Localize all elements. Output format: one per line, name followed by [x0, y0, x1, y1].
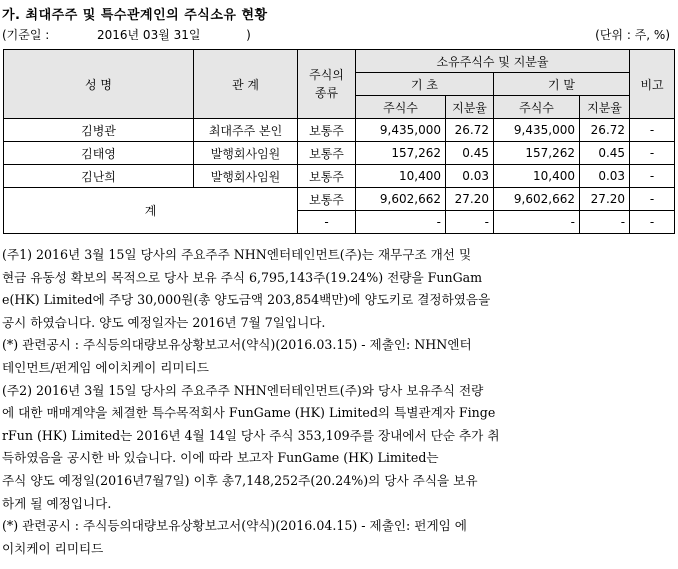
cell-type: 보통주	[298, 119, 356, 142]
header-row-1	[4, 50, 675, 73]
total-begin-ratio: 27.20	[446, 188, 494, 211]
header-begin-shares: 주식수	[356, 96, 446, 119]
note-line: (*) 관련공시 : 주식등의대량보유상황보고서(약식)(2016.04.15) - 제출인: 펀게임 에	[2, 518, 467, 534]
note-line: (주2) 2016년 3월 15일 당사의 주요주주 NHN엔터테인먼트(주)와 당사 보유주식 전량	[2, 382, 484, 398]
total-row	[4, 188, 675, 211]
total-end-shares: 9,602,662	[494, 188, 580, 211]
cell-end-shares: 157,262	[494, 142, 580, 165]
cell-end-ratio: 0.45	[580, 142, 630, 165]
cell-type: 보통주	[298, 142, 356, 165]
header-begin-ratio: 지분율	[446, 96, 494, 119]
table-row	[4, 142, 675, 165]
cell-type: 보통주	[298, 165, 356, 188]
base-date-label: (기준일 :	[2, 28, 50, 42]
note-line: rFun (HK) Limited는 2016년 4월 14일 당사 주식 353,109주를 장내에서 단순 추가 취	[2, 427, 500, 443]
header-name: 성 명	[4, 50, 194, 119]
note-line: 현금 유동성 확보의 목적으로 당사 보유 주식 6,795,143주(19.24%) 전량을 FunGam	[2, 269, 483, 285]
cell-name: 김태영	[4, 142, 194, 165]
cell-remark: -	[630, 142, 675, 165]
shareholding-table	[3, 49, 675, 234]
total-remark: -	[630, 188, 675, 211]
section-title: 가. 최대주주 및 특수관계인의 주식소유 현황	[2, 8, 268, 23]
table-row	[4, 119, 675, 142]
note-line: (*) 관련공시 : 주식등의대량보유상황보고서(약식)(2016.03.15) - 제출인: NHN엔터	[2, 337, 472, 353]
total-begin-shares: 9,602,662	[356, 188, 446, 211]
cell-end-ratio: 0.03	[580, 165, 630, 188]
total-label: 계	[4, 188, 298, 234]
total-type: -	[298, 211, 356, 234]
total-type: 보통주	[298, 188, 356, 211]
header-end-shares: 주식수	[494, 96, 580, 119]
cell-relation: 발행회사임원	[194, 165, 298, 188]
header-remarks: 비고	[630, 50, 675, 119]
cell-end-shares: 10,400	[494, 165, 580, 188]
note-line: 공시 하였습니다. 양도 예정일자는 2016년 7월 7일입니다.	[2, 314, 326, 330]
cell-name: 김병관	[4, 119, 194, 142]
header-stock-type: 주식의 종류	[298, 50, 356, 119]
cell-end-shares: 9,435,000	[494, 119, 580, 142]
note-line: 테인먼트/펀게임 에이치케이 리미티드	[2, 359, 209, 375]
cell-remark: -	[630, 165, 675, 188]
base-date-close: )	[246, 28, 251, 42]
unit-label: (단위 : 주, %)	[595, 28, 670, 42]
header-relation: 관 계	[194, 50, 298, 119]
cell-end-ratio: 26.72	[580, 119, 630, 142]
header-ending: 기 말	[494, 73, 630, 96]
footnotes	[2, 244, 674, 560]
cell-name: 김난희	[4, 165, 194, 188]
total-end-ratio: 27.20	[580, 188, 630, 211]
base-date-line	[2, 26, 251, 43]
note-line: e(HK) Limited에 주당 30,000원(총 양도금액 203,854백만)에 양도키로 결정하였음을	[2, 292, 491, 308]
cell-begin-ratio: 0.45	[446, 142, 494, 165]
note-line: 이치케이 리미티드	[2, 540, 104, 556]
cell-begin-shares: 157,262	[356, 142, 446, 165]
total-end-ratio: -	[580, 211, 630, 234]
cell-begin-ratio: 0.03	[446, 165, 494, 188]
cell-begin-shares: 10,400	[356, 165, 446, 188]
note-line: (주1) 2016년 3월 15일 당사의 주요주주 NHN엔터테인먼트(주)는 재무구조 개선 및	[2, 247, 472, 262]
total-begin-ratio: -	[446, 211, 494, 234]
note-line: 득하였음을 공시한 바 있습니다. 이에 따라 보고자 FunGame (HK) Limited는	[2, 450, 439, 466]
note-line: 하게 될 예정입니다.	[2, 495, 112, 511]
header-end-ratio: 지분율	[580, 96, 630, 119]
cell-remark: -	[630, 119, 675, 142]
total-remark: -	[630, 211, 675, 234]
cell-begin-ratio: 26.72	[446, 119, 494, 142]
total-end-shares: -	[494, 211, 580, 234]
total-begin-shares: -	[356, 211, 446, 234]
note-line: 에 대한 매매계약을 체결한 특수목적회사 FunGame (HK) Limited의 특별관계자 Finge	[2, 405, 496, 421]
header-holdings: 소유주식수 및 지분율	[356, 50, 630, 73]
cell-relation: 최대주주 본인	[194, 119, 298, 142]
note-line: 주식 양도 예정일(2016년7월7일) 이후 총7,148,252주(20.24%)의 당사 주식을 보유	[2, 472, 478, 488]
cell-relation: 발행회사임원	[194, 142, 298, 165]
table-row	[4, 165, 675, 188]
cell-begin-shares: 9,435,000	[356, 119, 446, 142]
base-date-value: 2016년 03월 31일	[96, 28, 201, 42]
header-beginning: 기 초	[356, 73, 494, 96]
